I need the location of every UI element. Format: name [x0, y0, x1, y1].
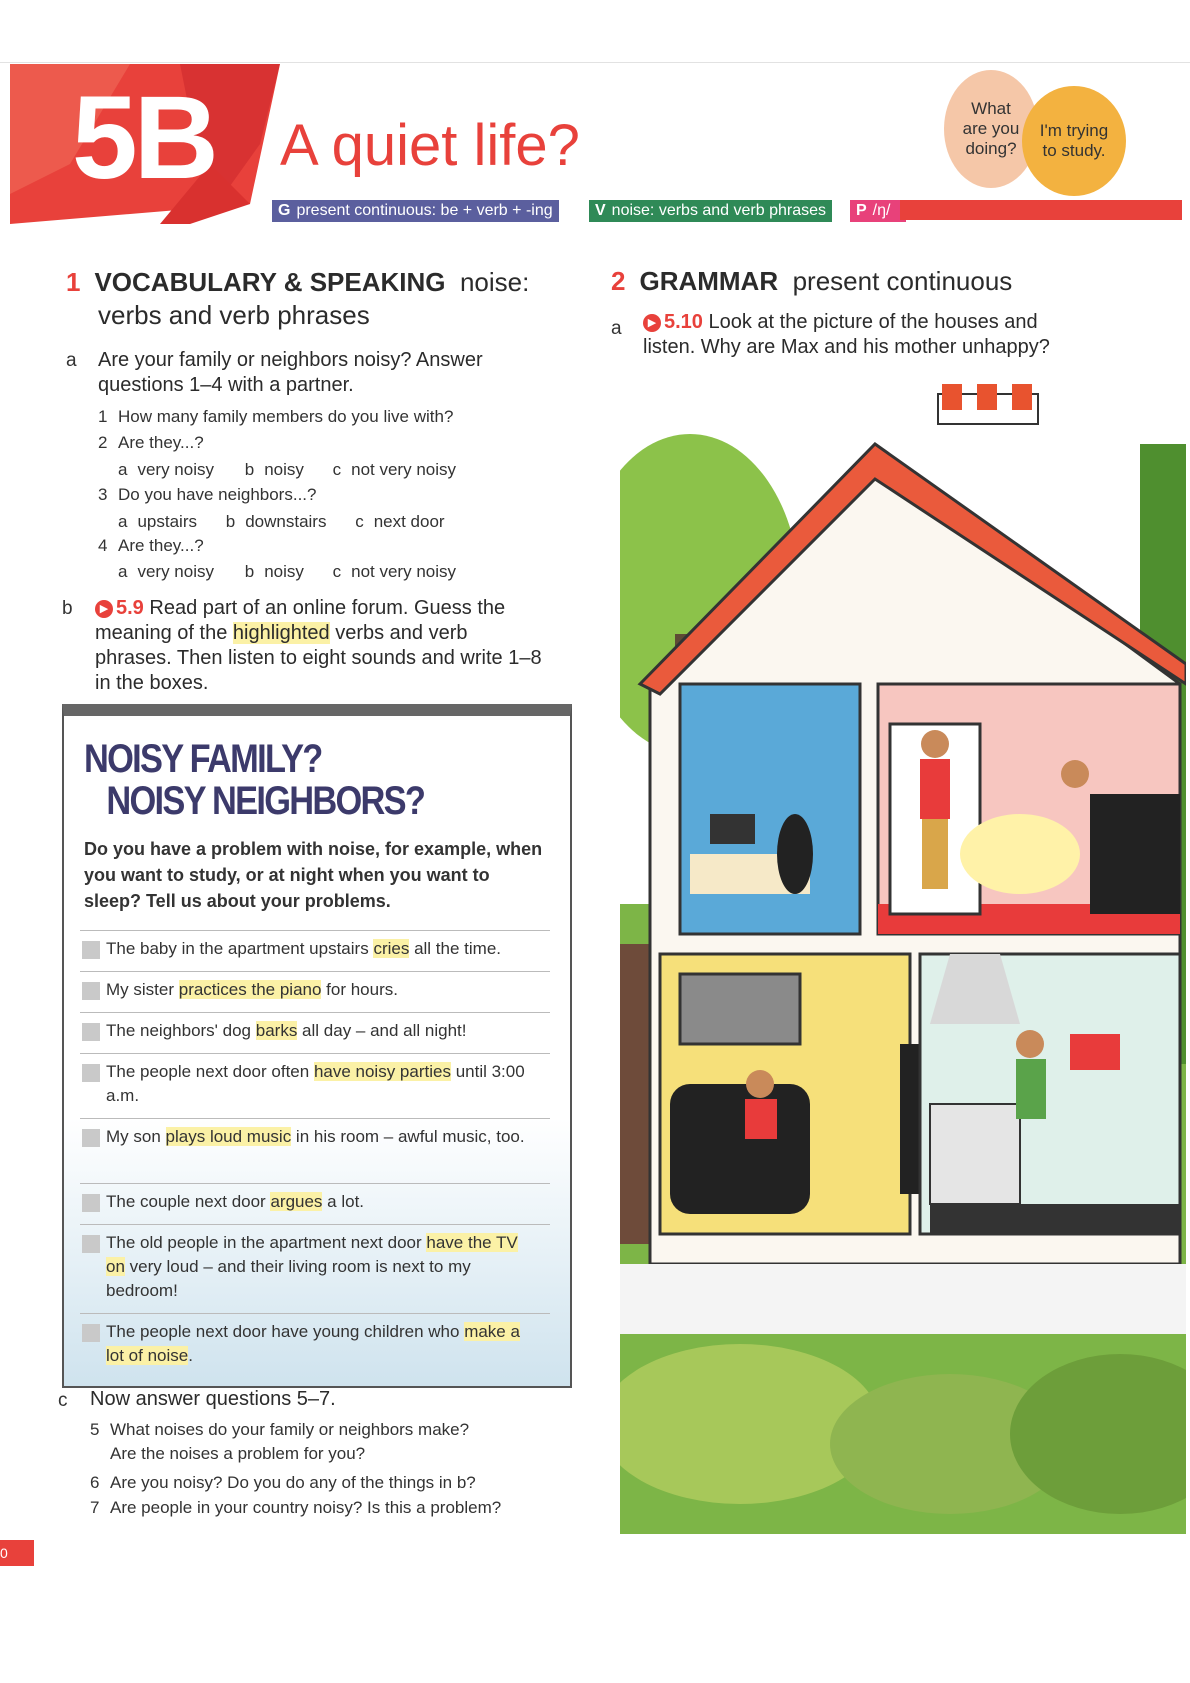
forum-post: The old people in the apartment next door have the TV on very loud – and their living room is next to my bedroom!: [80, 1224, 550, 1313]
exercise-1c-instructions: Now answer questions 5–7.: [90, 1388, 336, 1410]
question-4: 4 Are they...?: [98, 536, 204, 555]
header-rule: [900, 200, 1182, 220]
forum-post: The people next door have young children who make a lot of noise.: [80, 1313, 550, 1378]
forum-box: [62, 704, 572, 1388]
answer-box[interactable]: [82, 1129, 100, 1147]
question-3: 3 Do you have neighbors...?: [98, 485, 317, 504]
question-7: 7 Are people in your country noisy? Is this a problem?: [90, 1498, 502, 1517]
exercise-1a-instructions: Are your family or neighbors noisy? Answer questions 1–4 with a partner.: [98, 349, 483, 396]
exercise-1b-instructions: ▶ 5.9 Read part of an online forum. Guess the meaning of the highlighted verbs and verb phrases. Then listen to eight sounds and write 1–8 in the boxes.: [95, 597, 542, 694]
audio-icon: ▶: [95, 600, 113, 618]
forum-title: NOISY FAMILY? NOISY NEIGHBORS?: [84, 737, 425, 823]
answer-box[interactable]: [82, 941, 100, 959]
pronunciation-tag: [850, 200, 906, 222]
audio-icon: ▶: [643, 314, 661, 332]
answer-box[interactable]: [82, 982, 100, 1000]
grammar-tag-text: present continuous: be + verb + -ing: [296, 202, 553, 219]
forum-post: The neighbors' dog barks all day – and all night!: [80, 1012, 550, 1053]
section-1-heading: 1 VOCABULARY & SPEAKING noise: verbs and verb phrases: [66, 267, 530, 330]
unit-number: 5B: [72, 72, 215, 204]
pronunciation-tag-letter: P: [856, 202, 867, 219]
exercise-letter: c: [58, 1390, 68, 1411]
top-rule: [0, 62, 1190, 63]
question-2-options: a very noisy b noisy c not very noisy: [118, 460, 457, 479]
answer-box[interactable]: [82, 1324, 100, 1342]
answer-box[interactable]: [82, 1194, 100, 1212]
houses-illustration: [620, 384, 1186, 1534]
pronunciation-tag-text: /ŋ/: [872, 202, 891, 219]
vocabulary-tag-letter: V: [595, 202, 606, 219]
forum-post: My sister practices the piano for hours.: [80, 971, 550, 1012]
question-5: 5 What noises do your family or neighbors make? Are the noises a problem for you?: [90, 1420, 470, 1463]
exercise-letter: a: [611, 318, 622, 339]
page-number: 0: [0, 1540, 34, 1566]
forum-post: The couple next door argues a lot.: [80, 1183, 550, 1224]
audio-track-5-9[interactable]: ▶ 5.9: [95, 597, 144, 619]
question-4-options: a very noisy b noisy c not very noisy: [118, 562, 457, 581]
answer-box[interactable]: [82, 1064, 100, 1082]
speech-bubble-question: What are you doing?: [944, 70, 1038, 188]
forum-post: The baby in the apartment upstairs cries all the time.: [80, 930, 550, 971]
question-6: 6 Are you noisy? Do you do any of the things in b?: [90, 1473, 476, 1492]
question-3-options: a upstairs b downstairs c next door: [118, 512, 445, 531]
page-title: A quiet life?: [280, 113, 580, 178]
question-2: 2 Are they...?: [98, 433, 204, 452]
exercise-letter: b: [62, 598, 73, 619]
exercise-letter: a: [66, 350, 77, 371]
forum-post: The people next door often have noisy parties until 3:00 a.m.: [80, 1053, 550, 1118]
exercise-2a-instructions: ▶ 5.10 Look at the picture of the houses and listen. Why are Max and his mother unhappy?: [643, 311, 1050, 358]
question-1: 1 How many family members do you live with?: [98, 407, 454, 426]
section-2-heading: 2 GRAMMAR present continuous: [611, 266, 1013, 296]
forum-intro: Do you have a problem with noise, for example, when you want to study, or at night when you want to sleep? Tell us about your problems.: [84, 839, 543, 911]
audio-track-5-10[interactable]: ▶ 5.10: [643, 311, 703, 333]
grammar-tag-letter: G: [278, 202, 291, 219]
grammar-tag: [272, 200, 559, 222]
answer-box[interactable]: [82, 1023, 100, 1041]
speech-bubble-answer: I'm trying to study.: [1022, 86, 1126, 196]
vocabulary-tag-text: noise: verbs and verb phrases: [611, 202, 827, 219]
forum-post: My son plays loud music in his room – awful music, too.: [80, 1118, 550, 1183]
vocabulary-tag: [589, 200, 832, 222]
answer-box[interactable]: [82, 1235, 100, 1253]
